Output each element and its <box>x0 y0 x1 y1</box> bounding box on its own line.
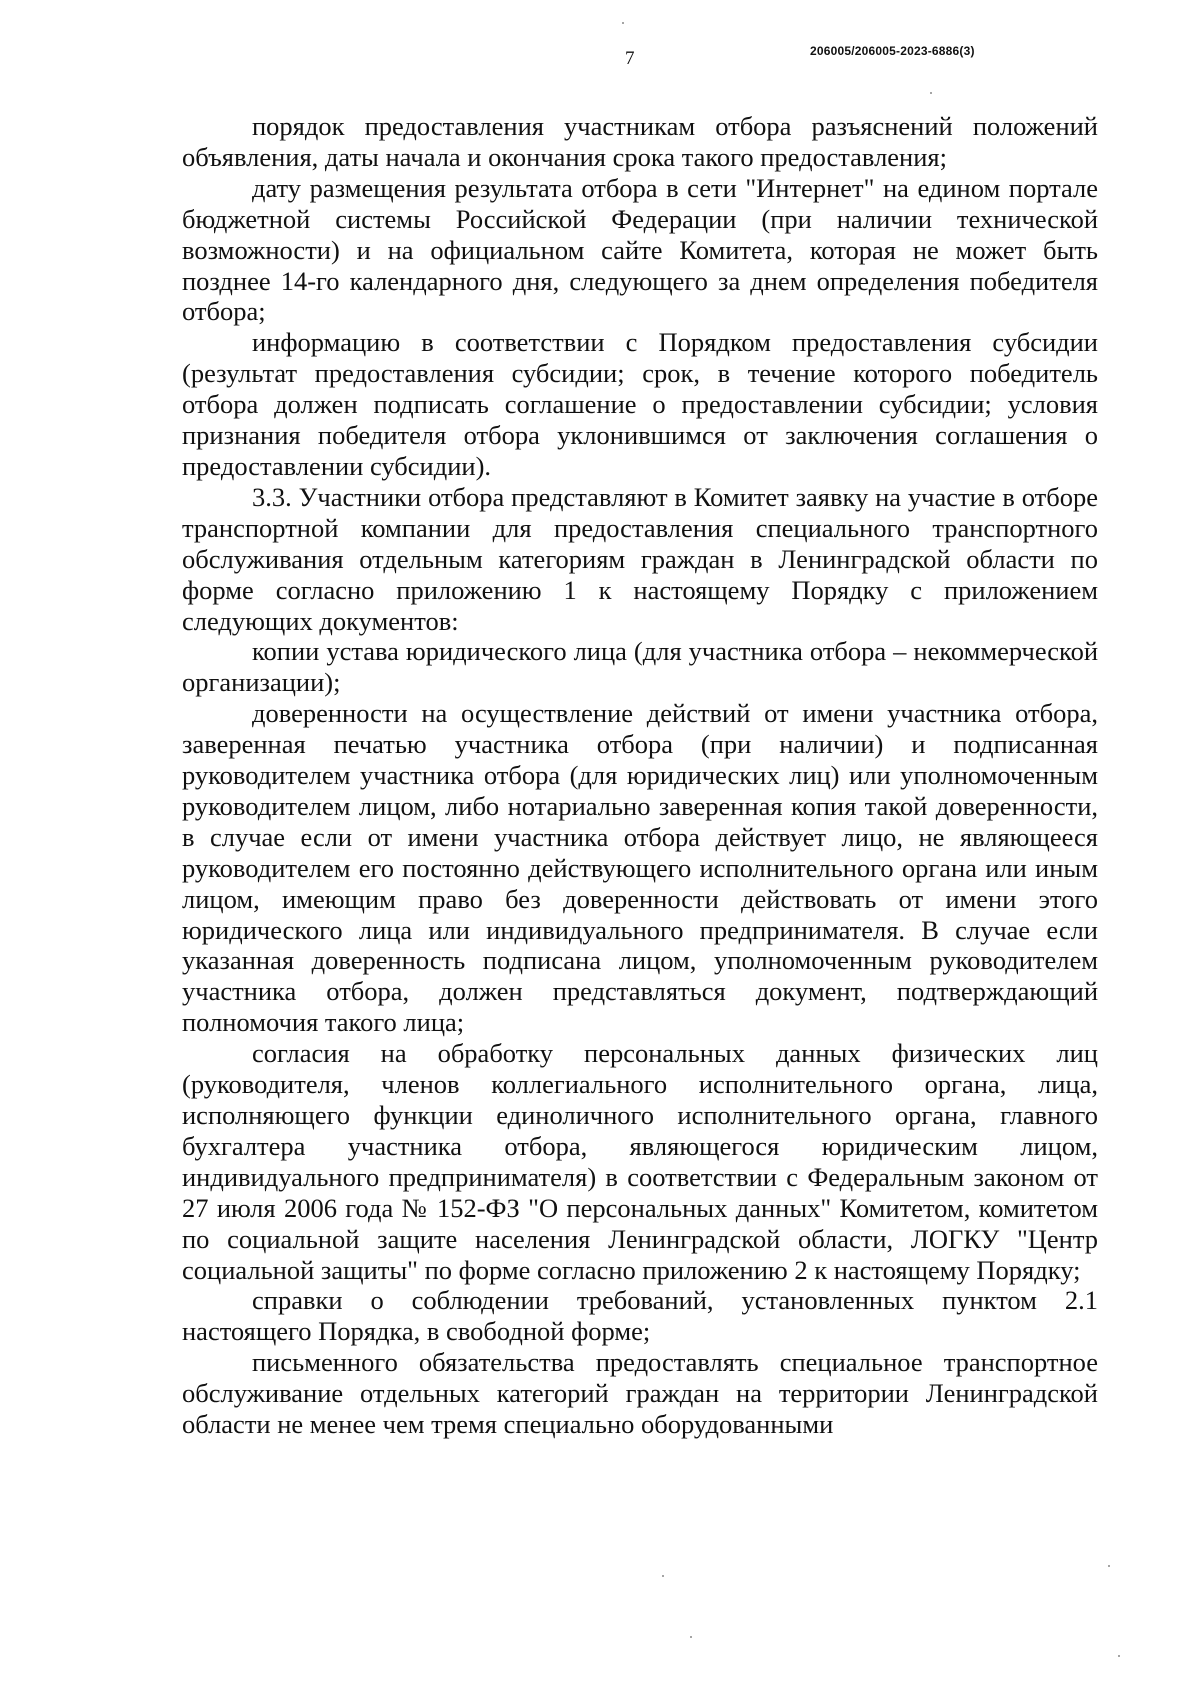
paragraph: письменного обязательства предоставлять специальное транспортное обслуживание отдельных категорий граждан на территории Ленинградской области не менее чем тремя специально оборудованными <box>182 1347 1098 1440</box>
scan-speck <box>930 92 932 94</box>
document-id: 206005/206005-2023-6886(3) <box>810 44 975 58</box>
paragraph: справки о соблюдении требований, установленных пунктом 2.1 настоящего Порядка, в свободной форме; <box>182 1285 1098 1347</box>
paragraph: порядок предоставления участникам отбора разъяснений положений объявления, даты начала и окончания срока такого предоставления; <box>182 111 1098 172</box>
paragraph: согласия на обработку персональных данных физических лиц (руководителя, членов коллегиального исполнительного органа, лица, исполняющего функции единоличного исполнительного органа, главного бухгалтера участника отбора, являющегося юридическим лицом, индивидуального предпринимателя) в соответствии с Федеральным законом от 27 июля 2006 года № 152-ФЗ "О персональных данных" Комитетом, комитетом по социальной защите населения Ленинградской области, ЛОГКУ "Центр социальной защиты" по форме согласно приложению 2 к настоящему Порядку; <box>182 1038 1098 1285</box>
paragraph: дату размещения результата отбора в сети "Интернет" на едином портале бюджетной системы Российской Федерации (при наличии технической возможности) и на официальном сайте Комитета, которая не может быть позднее 14-го календарного дня, следующего за днем определения победителя отбора; <box>182 172 1098 327</box>
document-body <box>182 111 1098 1440</box>
scan-speck <box>622 22 624 24</box>
paragraph: копии устава юридического лица (для участника отбора – некоммерческой организации); <box>182 636 1098 698</box>
paragraph: доверенности на осуществление действий от имени участника отбора, заверенная печатью участника отбора (при наличии) и подписанная руководителем участника отбора (для юридических лиц) или уполномоченным руководителем лицом, либо нотариально заверенная копия такой доверенности, в случае если от имени участника отбора действует лицо, не являющееся руководителем его постоянно действующего исполнительного органа или иным лицом, имеющим право без доверенности действовать от имени этого юридического лица или индивидуального предпринимателя. В случае если указанная доверенность подписана лицом, уполномоченным руководителем участника отбора, должен представляться документ, подтверждающий полномочия такого лица; <box>182 698 1098 1038</box>
scan-speck <box>1118 1655 1120 1657</box>
paragraph: информацию в соответствии с Порядком предоставления субсидии (результат предоставления субсидии; срок, в течение которого победитель отбора должен подписать соглашение о предоставлении субсидии; условия признания победителя отбора уклонившимся от заключения соглашения о предоставлении субсидии). <box>182 327 1098 481</box>
scan-speck <box>690 1636 692 1638</box>
scan-speck <box>1108 1565 1110 1567</box>
page-number: 7 <box>625 48 635 69</box>
paragraph: 3.3. Участники отбора представляют в Комитет заявку на участие в отборе транспортной компании для предоставления специального транспортного обслуживания отдельным категориям граждан в Ленинградской области по форме согласно приложению 1 к настоящему Порядку с приложением следующих документов: <box>182 481 1098 636</box>
scan-speck <box>662 1575 664 1577</box>
